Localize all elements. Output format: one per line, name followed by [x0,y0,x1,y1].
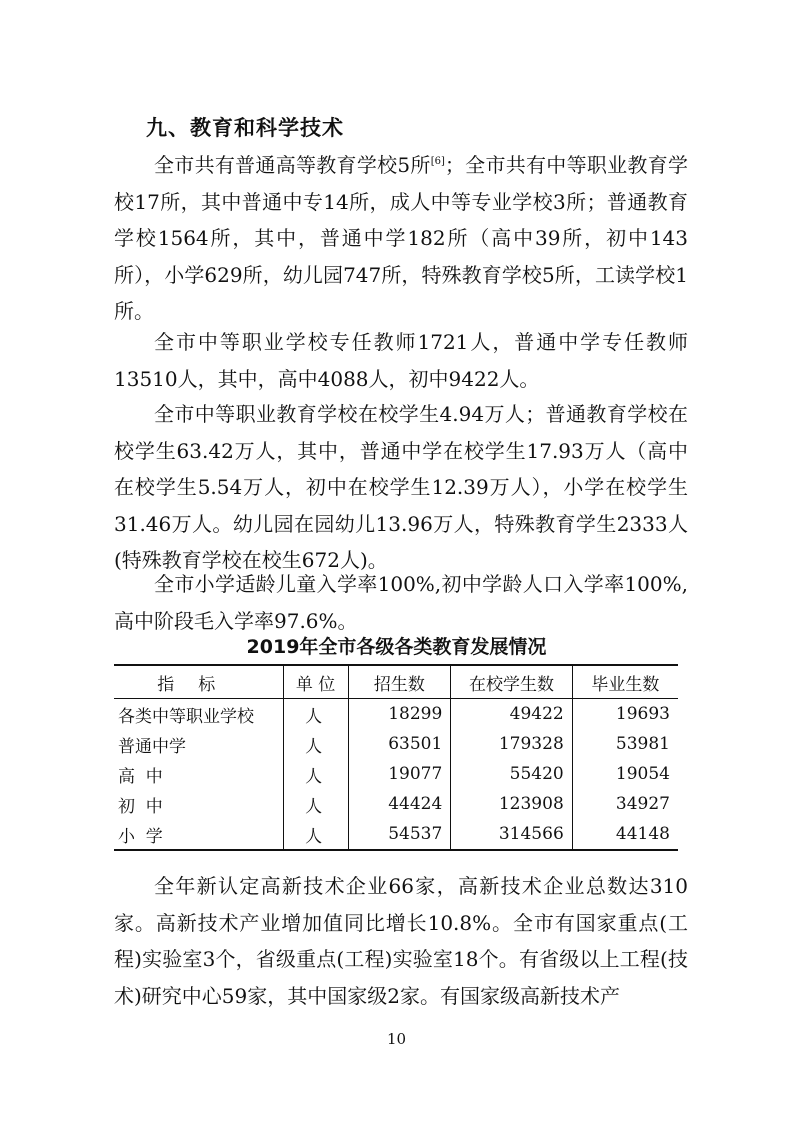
row-students: 179328 [451,729,572,759]
header-enrollment: 招生数 [348,665,451,699]
paragraph-schools-text-b: ；全市共有中等职业教育学校17所，其中普通中专14所，成人中等专业学校3所；普通教育学校1564所，其中，普通中学182所（高中39所，初中143所），小学629所，幼儿园747所，特殊教育学校5所，工读学校1所。 [114,153,688,323]
row-students: 123908 [451,789,572,819]
row-graduates: 19054 [615,764,670,784]
row-graduates: 53981 [615,734,670,754]
row-label: 高 中 [118,766,163,787]
paragraph-enrollment-rate: 全市小学适龄儿童入学率100%,初中学龄人口入学率100%,高中阶段毛入学率97.6%。 [114,572,688,633]
header-unit: 单 位 [283,665,348,699]
row-graduates: 34927 [615,794,670,814]
table-row [114,729,678,759]
row-label: 初 中 [118,796,163,817]
row-unit: 人 [283,819,348,850]
row-enrollment: 18299 [348,699,451,730]
row-enrollment: 63501 [348,729,451,759]
page-number: 10 [386,1030,407,1048]
table-row [114,699,678,730]
row-graduates: 19693 [615,704,670,724]
header-students: 在校学生数 [451,665,572,699]
row-enrollment: 54537 [348,819,451,850]
row-graduates: 44148 [572,819,678,850]
paragraph-teachers: 全市中等职业学校专任教师1721人，普通中学专任教师13510人，其中，高中4088人，初中9422人。 [114,330,688,391]
table-header-row [114,665,678,699]
row-label: 小 学 [114,819,283,850]
paragraph-schools [114,144,688,330]
row-unit: 人 [283,699,348,730]
table-row [114,819,678,850]
header-graduates: 毕业生数 [572,665,678,699]
paragraph-students: 全市中等职业教育学校在校学生4.94万人；普通教育学校在校学生63.42万人，其中，普通中学在校学生17.93万人（高中在校学生5.54万人，初中在校学生12.39万人），小学在校学生31.46万人。幼儿园在园幼儿13.96万人，特殊教育学生2333人(特殊教育学校在校生672人)。 [114,402,688,572]
header-indicator: 指标 [114,665,283,699]
section-heading: 九、教育和科学技术 [146,116,344,140]
row-students: 55420 [451,759,572,789]
table-row [114,789,678,819]
row-students: 49422 [451,699,572,730]
paragraph-schools-text-a: 全市共有普通高等教育学校5所 [154,153,431,177]
row-unit: 人 [283,789,348,819]
table-row [114,759,678,789]
footnote-reference: [6] [430,156,445,167]
education-table [114,664,678,851]
paragraph-high-tech: 全年新认定高新技术企业66家，高新技术企业总数达310家。高新技术产业增加值同比增长10.8%。全市有国家重点(工程)实验室3个，省级重点(工程)实验室18个。有省级以上工程(技术)研究中心59家，其中国家级2家。有国家级高新技术产 [114,874,688,1008]
table-title: 2019年全市各级各类教育发展情况 [246,636,547,658]
row-label: 各类中等职业学校 [118,706,254,727]
row-enrollment: 19077 [348,759,451,789]
row-enrollment: 44424 [348,789,451,819]
row-students: 314566 [451,819,572,850]
row-unit: 人 [283,729,348,759]
row-label: 普通中学 [118,736,186,757]
row-unit: 人 [283,759,348,789]
